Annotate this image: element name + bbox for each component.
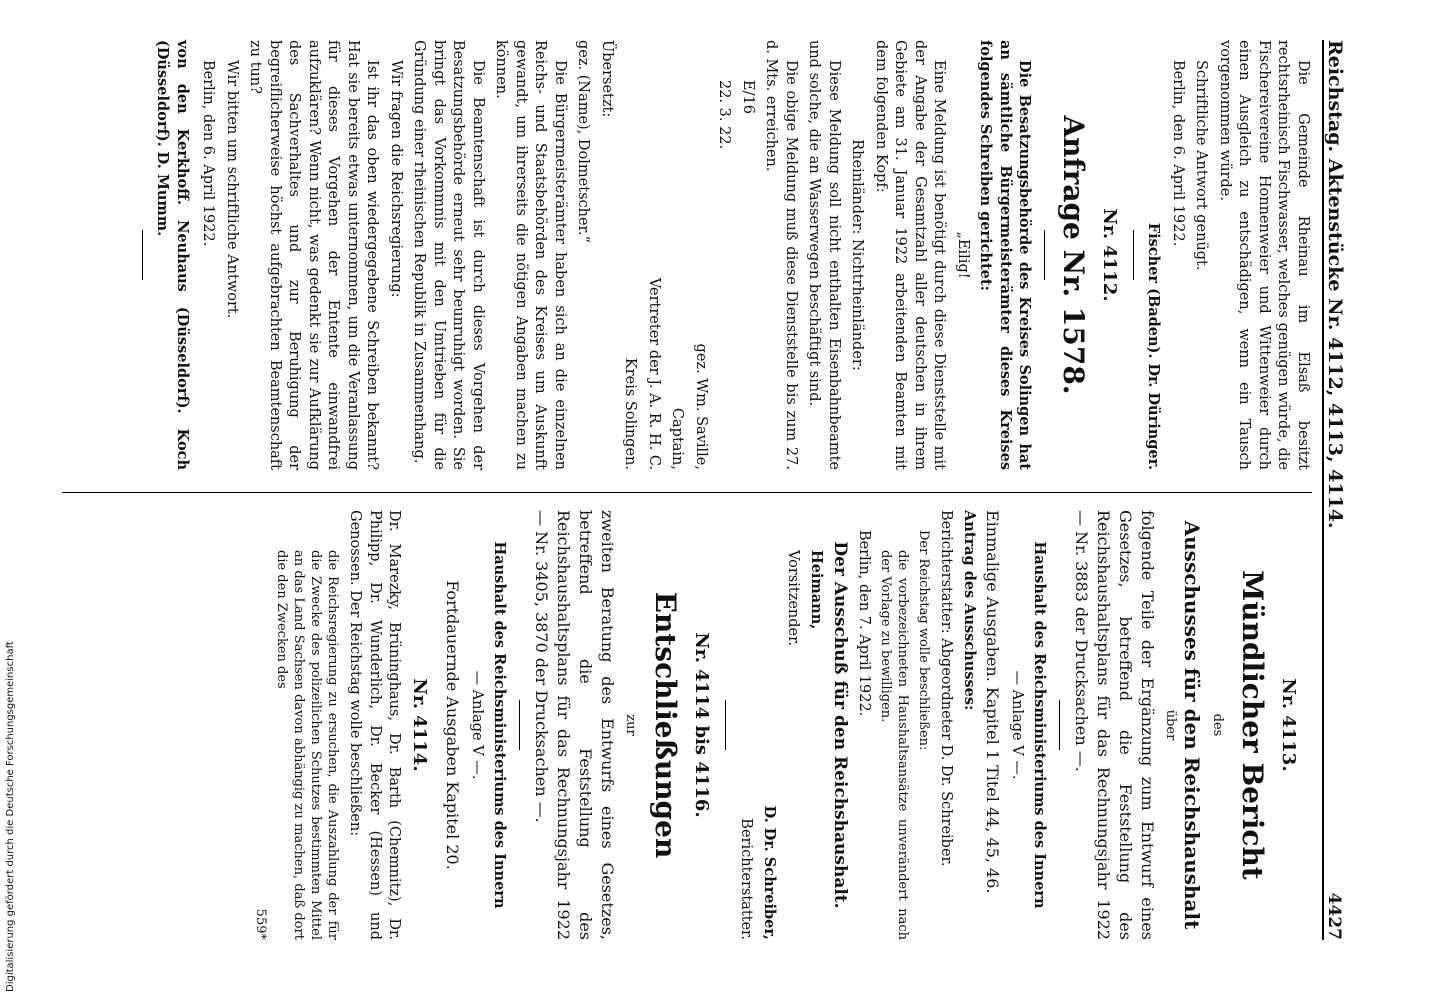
paragraph: die Reichsregierung zu ersuchen, die Auszahlung der für die Zwecke des polizeilichen Schutzes bestimmten Mittel an das Land Sachsen davon abhängig zu machen, daß dort die den Zwecken des xyxy=(274,550,340,940)
paragraph: Die Besatzungsbehörde des Kreises Solingen hat an sämtliche Bürgermeisterämter dieses Kreises folgendes Schreiben gerichtet: xyxy=(977,40,1034,470)
annex-line: — Anlage V —. xyxy=(1009,670,1025,780)
date-line: Berlin, den 7. April 1922. xyxy=(856,530,872,717)
document-page xyxy=(64,40,1364,940)
item-number: Nr. 4112. xyxy=(1099,208,1120,302)
chair-name: Heimann, xyxy=(808,550,825,630)
quote-line: Diese Meldung soll nicht enthalten Eisenbahnbeamte und solche, die an Wasserwegen beschäftigt sind. xyxy=(806,40,842,470)
page-header xyxy=(1322,40,1364,940)
rapporteur-role: Berichterstatter. xyxy=(738,818,755,940)
paragraph: Der Reichstag wolle beschließen: xyxy=(916,530,931,751)
quote-line: gez. (Name), Dolmetscher.“ xyxy=(575,40,592,243)
paragraph: Ist ihr das oben wiedergegebene Schreiben bekannt? Hat sie bereits etwas unternommen, um die Veranlassung für dieses Vorgehen der Entente einwandfrei aufzuklären? Wenn nicht, was gedenkt sie zur Aufklärung des Sachverhaltes und zur Beruhigung der begreiflicherweise höchst aufgebrachten Beamtenschaft zu tun? xyxy=(247,40,381,470)
quote-line: Die obige Meldung muß diese Dienststelle bis zum 27. d. Mts. erreichen. xyxy=(763,40,799,470)
annex-line: — Anlage V —. xyxy=(469,670,485,780)
quote-line: gez. Wm. Saville, xyxy=(693,343,709,470)
divider-rule xyxy=(1060,700,1061,750)
right-column xyxy=(248,510,1312,940)
connector: zur xyxy=(623,714,639,736)
quote-line: 22. 3. 22. xyxy=(716,80,733,150)
item-number: Nr. 4114 bis 4116. xyxy=(691,632,712,818)
section-heading: Haushalt des Reichsministeriums des Innern xyxy=(491,541,509,909)
date-line: Berlin, den 6. April 1922. xyxy=(200,60,217,247)
paragraph: Wir fragen die Reichsregierung: xyxy=(388,60,404,298)
paragraph: Die Bürgermeisterämter haben sich an die einzelnen Reichs- und Staatsbehörden des Kreises um Auskunft gewandt, um ihrerseits die nötigen Angaben machen zu können. xyxy=(493,40,568,470)
funding-note: Digitalisierung gefördert durch die Deutsche Forschungsgemeinschaft xyxy=(5,641,16,992)
quote-line: E/16 xyxy=(740,80,756,114)
date-line: Berlin, den 6. April 1922. xyxy=(1170,60,1186,247)
divider-rule xyxy=(725,700,726,750)
paragraph: Dr. Marezky, Brüninghaus, Dr. Barth (Chemnitz), Dr. Philipp, Dr. Wunderlich, Dr. Becker (Hessen) und Genossen. Der Reichstag wolle beschließen: xyxy=(347,510,403,940)
divider-rule xyxy=(1133,230,1134,280)
quote-line: Captain, xyxy=(669,407,686,470)
quote-line: Vertreter der J. A. R. H. C. xyxy=(646,277,662,470)
paragraph: Fortdauernde Ausgaben Kapitel 20. xyxy=(443,580,463,870)
page-number: 4427 xyxy=(1324,892,1344,940)
paragraph: zweiten Beratung des Entwurfs eines Gesetzes, betreffend die Feststellung des Reichshaushaltsplans für das Rechnungsjahr 1922 — Nr. 3405, 3870 der Drucksachen —. xyxy=(532,510,618,940)
connector: über xyxy=(1163,709,1179,741)
item-subtitle: Ausschusses für den Reichshaushalt xyxy=(1180,520,1205,930)
chair-role: Vorsitzender. xyxy=(785,550,802,647)
paragraph: Die Gemeinde Rheinau im Elsaß besitzt rechtsrheinisch Fischwasser, welches genügen würde, die Fischereivereine Honnenweier und Wittenweier durch einen Ausgleich zu entschädigen, wenn ein Tausch vorgenommen würde. xyxy=(1217,40,1311,470)
column-divider xyxy=(62,492,1312,493)
paragraph: Die Beamtenschaft ist durch dieses Vorgehen der Besatzungsbehörde erneut sehr beunruhigt worden. Sie bringt das Vorkommnis mit den Umtrieben für die Gründung einer rheinischen Republik in Zusammenhang. xyxy=(411,40,486,470)
rapporteur-name: D. Dr. Schreiber, xyxy=(761,805,778,940)
paragraph: Einmalige Ausgaben. Kapitel 1 Titel 44, 45, 46. xyxy=(983,510,1003,894)
sheet-number: 559* xyxy=(253,908,268,940)
paragraph: Berichterstatter: Abgeordneter D. Dr. Schreiber. xyxy=(938,510,955,867)
item-number: Nr. 4113. xyxy=(1278,678,1299,772)
divider-rule xyxy=(142,230,143,280)
item-title: Entschließungen xyxy=(649,591,683,859)
item-number: Nr. 4114. xyxy=(409,678,430,772)
signature: Fischer (Baden). Dr. Düringer. xyxy=(1145,222,1163,470)
item-title: Anfrage Nr. 1578. xyxy=(1057,115,1091,395)
section-heading: Haushalt des Reichsministeriums des Innern xyxy=(1031,541,1049,909)
quote-line: Rheinländer: Nichtrheinländer: xyxy=(849,139,866,371)
header-title: Reichstag. Aktenstücke Nr. 4112, 4113, 4114. xyxy=(1324,40,1346,529)
paragraph: Antrag des Ausschusses: xyxy=(961,510,978,711)
item-title: Mündlicher Bericht xyxy=(1236,570,1270,880)
left-column xyxy=(132,40,1312,470)
divider-rule xyxy=(1045,230,1046,280)
quote-line: Kreis Solingen. xyxy=(622,357,639,470)
signature: von den Kerkhoff. Neuhaus (Düsseldorf). Koch (Düsseldorf). D. Mumm. xyxy=(154,40,191,470)
committee-name: Der Ausschuß für den Reichshaushalt. xyxy=(830,541,851,909)
paragraph: folgende Teile der Ergänzung zum Entwurf eines Gesetzes, betreffend die Feststellung des Reichshaushaltsplans für das Rechnungsjahr 1922 — Nr. 3883 der Drucksachen —. xyxy=(1072,510,1158,940)
quote-line: Eine Meldung ist benötigt durch diese Dienststelle mit der Angabe der Gesamtzahl aller deutschen in ihrem Gebiete am 31. Januar 1922 arbeitenden Beamten mit dem folgenden Kopf: xyxy=(873,40,948,470)
quote-line: Übersetzt: xyxy=(599,40,615,118)
divider-rule xyxy=(520,700,521,750)
quote-line: „Eilig! xyxy=(955,231,971,279)
connector: des xyxy=(1210,713,1226,737)
paragraph: die vorbezeichneten Haushaltsansätze unverändert nach der Vorlage zu bewilligen. xyxy=(878,550,910,940)
paragraph: Wir bitten um schriftliche Antwort. xyxy=(224,60,240,319)
paragraph: Schriftliche Antwort genügt. xyxy=(1193,60,1210,271)
